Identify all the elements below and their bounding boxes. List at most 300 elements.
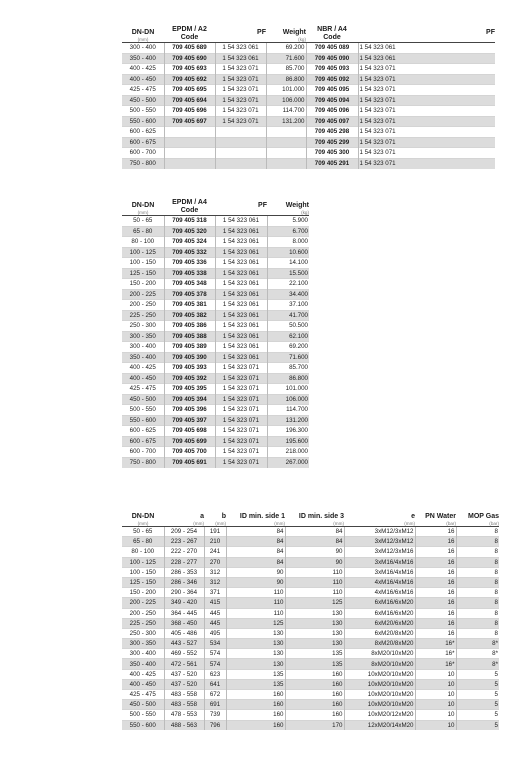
cell-id-side-3: 110: [285, 567, 344, 577]
cell-e: 10xM20/10xM20: [344, 669, 415, 679]
cell-weight: 106.000: [266, 95, 306, 106]
cell-weight: [266, 137, 306, 148]
cell-epdm-code: 709 405 697: [164, 116, 215, 127]
table-row: [122, 116, 495, 127]
cell-weight: 34.400: [267, 289, 309, 300]
cell-weight: 6.700: [267, 226, 309, 237]
table-row: [122, 394, 309, 405]
cell-pf-2: 1 54 323 071: [358, 64, 495, 75]
header-nbr-a4: NBR / A4 Code: [317, 26, 347, 41]
cell-e: 8xM20/8xM20: [344, 639, 415, 649]
cell-pn-water: 10: [415, 720, 456, 730]
cell-id-side-1: 90: [226, 567, 285, 577]
cell-mop-gas: 5: [456, 700, 499, 710]
cell-id-side-1: 110: [226, 588, 285, 598]
cell-a: 469 - 552: [164, 649, 204, 659]
cell-id-side-1: 90: [226, 577, 285, 587]
cell-pf: 1 54 323 061: [215, 247, 267, 258]
cell-pn-water: 10: [415, 690, 456, 700]
cell-id-side-3: 125: [285, 598, 344, 608]
cell-pn-water: 16*: [415, 639, 456, 649]
cell-epdm-code: 709 405 386: [164, 321, 215, 332]
table-row: [122, 373, 309, 384]
cell-b: 495: [204, 628, 226, 638]
cell-nbr-code: 709 405 094: [306, 95, 358, 106]
cell-pf: 1 54 323 061: [215, 300, 267, 311]
cell-e: 3xM12/3xM12: [344, 527, 415, 537]
table-row: [122, 598, 499, 608]
cell-epdm-code: 709 405 693: [164, 64, 215, 75]
cell-nbr-code: 709 405 092: [306, 74, 358, 85]
table1-body: [122, 43, 495, 169]
cell-id-side-1: 84: [226, 537, 285, 547]
cell-nbr-code: 709 405 089: [306, 43, 358, 54]
table-row: [122, 216, 309, 227]
table-row: [122, 137, 495, 148]
table-row: [122, 53, 495, 64]
cell-pn-water: 16: [415, 557, 456, 567]
header-a: a (mm): [193, 513, 204, 526]
cell-e: 10xM20/10xM20: [344, 690, 415, 700]
cell-dn: 225 - 250: [122, 618, 164, 628]
cell-b: 270: [204, 557, 226, 567]
cell-pn-water: 16: [415, 547, 456, 557]
cell-pf: 1 54 323 061: [215, 321, 267, 332]
cell-pf: 1 54 323 071: [215, 74, 266, 85]
cell-epdm-code: [164, 137, 215, 148]
table-row: [122, 690, 499, 700]
cell-pf-2: 1 54 323 071: [358, 137, 495, 148]
cell-weight: 86.800: [266, 74, 306, 85]
cell-epdm-code: 709 405 699: [164, 436, 215, 447]
table-row: [122, 237, 309, 248]
cell-pn-water: 16: [415, 577, 456, 587]
cell-b: 371: [204, 588, 226, 598]
header-pf: PF: [258, 202, 267, 209]
cell-pn-water: 10: [415, 669, 456, 679]
cell-e: 10xM20/12xM20: [344, 710, 415, 720]
cell-id-side-1: 110: [226, 598, 285, 608]
cell-weight: 71.600: [267, 352, 309, 363]
cell-id-side-1: 135: [226, 669, 285, 679]
cell-dn: 250 - 300: [122, 628, 164, 638]
cell-dn: 225 - 250: [122, 310, 164, 321]
cell-a: 349 - 420: [164, 598, 204, 608]
table-row: [122, 310, 309, 321]
cell-id-side-3: 160: [285, 710, 344, 720]
cell-weight: 131.200: [266, 116, 306, 127]
cell-dn: 350 - 400: [122, 352, 164, 363]
header-dn: DN-DN (mm): [131, 202, 155, 215]
cell-weight: 5.900: [267, 216, 309, 227]
table-row: [122, 447, 309, 458]
header-id-side-3: ID min. side 3 (mm): [298, 513, 344, 526]
cell-mop-gas: 5: [456, 690, 499, 700]
cell-pn-water: 16: [415, 628, 456, 638]
table-row: [122, 537, 499, 547]
cell-a: 437 - 520: [164, 679, 204, 689]
table-row: [122, 426, 309, 437]
table-row: [122, 415, 309, 426]
cell-nbr-code: 709 405 299: [306, 137, 358, 148]
table-row: [122, 352, 309, 363]
cell-nbr-code: 709 405 097: [306, 116, 358, 127]
cell-id-side-3: 130: [285, 618, 344, 628]
cell-b: 210: [204, 537, 226, 547]
cell-dn: 65 - 80: [122, 537, 164, 547]
cell-id-side-1: 84: [226, 547, 285, 557]
header-mop-gas: MOP Gas (bar): [468, 513, 499, 526]
cell-epdm-code: 709 405 381: [164, 300, 215, 311]
table-row: [122, 436, 309, 447]
cell-b: 672: [204, 690, 226, 700]
cell-dn: 550 - 600: [122, 415, 164, 426]
cell-mop-gas: 8: [456, 547, 499, 557]
cell-weight: 85.700: [267, 363, 309, 374]
table-row: [122, 95, 495, 106]
header-pf: PF: [257, 29, 266, 36]
cell-e: 10xM20/10xM20: [344, 679, 415, 689]
cell-dn: 350 - 400: [122, 659, 164, 669]
cell-id-side-3: 160: [285, 669, 344, 679]
cell-id-side-3: 110: [285, 577, 344, 587]
cell-b: 796: [204, 720, 226, 730]
cell-weight: 85.700: [266, 64, 306, 75]
table-row: [122, 577, 499, 587]
cell-weight: 62.100: [267, 331, 309, 342]
table-row: [122, 127, 495, 138]
cell-dn: 200 - 225: [122, 598, 164, 608]
cell-weight: 8.000: [267, 237, 309, 248]
cell-mop-gas: 8: [456, 567, 499, 577]
cell-id-side-3: 90: [285, 557, 344, 567]
cell-epdm-code: 709 405 694: [164, 95, 215, 106]
cell-epdm-code: 709 405 700: [164, 447, 215, 458]
cell-mop-gas: 5: [456, 710, 499, 720]
cell-dn: 425 - 475: [122, 690, 164, 700]
cell-pf: 1 54 323 071: [215, 384, 267, 395]
cell-a: 209 - 254: [164, 527, 204, 537]
table-row: [122, 106, 495, 117]
cell-id-side-3: 160: [285, 690, 344, 700]
cell-weight: 71.600: [266, 53, 306, 64]
cell-pn-water: 16*: [415, 649, 456, 659]
cell-pf: 1 54 323 061: [215, 237, 267, 248]
table-row: [122, 659, 499, 669]
cell-id-side-3: 84: [285, 527, 344, 537]
cell-nbr-code: 709 405 291: [306, 158, 358, 169]
header-pn-water: PN Water (bar): [425, 513, 456, 526]
cell-epdm-code: 709 405 396: [164, 405, 215, 416]
cell-dn: 600 - 675: [122, 436, 164, 447]
table-row: [122, 700, 499, 710]
cell-weight: [266, 148, 306, 159]
cell-pf: 1 54 323 071: [215, 436, 267, 447]
cell-pf: 1 54 323 061: [215, 258, 267, 269]
cell-mop-gas: 5: [456, 720, 499, 730]
cell-pn-water: 10: [415, 679, 456, 689]
cell-dn: 350 - 400: [122, 53, 164, 64]
cell-mop-gas: 5: [456, 679, 499, 689]
table-row: [122, 247, 309, 258]
cell-b: 445: [204, 618, 226, 628]
cell-pf: 1 54 323 061: [215, 53, 266, 64]
cell-dn: 125 - 150: [122, 577, 164, 587]
cell-epdm-code: 709 405 338: [164, 268, 215, 279]
table-row: [122, 363, 309, 374]
cell-b: 191: [204, 527, 226, 537]
cell-a: 405 - 486: [164, 628, 204, 638]
cell-dn: 400 - 425: [122, 64, 164, 75]
cell-e: 8xM20/10xM20: [344, 659, 415, 669]
cell-pf: 1 54 323 071: [215, 394, 267, 405]
cell-dn: 100 - 125: [122, 247, 164, 258]
cell-dn: 400 - 425: [122, 669, 164, 679]
cell-id-side-1: 130: [226, 659, 285, 669]
cell-mop-gas: 8: [456, 608, 499, 618]
cell-pf-2: 1 54 323 071: [358, 116, 495, 127]
cell-dn: 550 - 600: [122, 720, 164, 730]
table-row: [122, 64, 495, 75]
cell-weight: 114.700: [266, 106, 306, 117]
cell-dn: 450 - 500: [122, 700, 164, 710]
cell-dn: 425 - 475: [122, 384, 164, 395]
cell-id-side-3: 130: [285, 628, 344, 638]
cell-mop-gas: 8: [456, 598, 499, 608]
cell-epdm-code: 709 405 336: [164, 258, 215, 269]
cell-pn-water: 16: [415, 537, 456, 547]
cell-b: 641: [204, 679, 226, 689]
table-row: [122, 321, 309, 332]
cell-b: 241: [204, 547, 226, 557]
cell-a: 290 - 364: [164, 588, 204, 598]
cell-id-side-3: 160: [285, 700, 344, 710]
cell-dn: 300 - 400: [122, 342, 164, 353]
cell-b: 739: [204, 710, 226, 720]
header-epdm-a4: EPDM / A4 Code: [172, 199, 207, 214]
cell-nbr-code: 709 405 096: [306, 106, 358, 117]
cell-a: 223 - 267: [164, 537, 204, 547]
cell-pn-water: 16: [415, 608, 456, 618]
cell-b: 574: [204, 659, 226, 669]
cell-pf: 1 54 323 061: [215, 352, 267, 363]
cell-id-side-3: 160: [285, 679, 344, 689]
cell-epdm-code: 709 405 696: [164, 106, 215, 117]
cell-weight: 195.600: [267, 436, 309, 447]
cell-e: 4xM16/6xM16: [344, 588, 415, 598]
cell-mop-gas: 8: [456, 577, 499, 587]
cell-pf: 1 54 323 071: [215, 426, 267, 437]
cell-mop-gas: 8: [456, 628, 499, 638]
table-row: [122, 158, 495, 169]
table-row: [122, 720, 499, 730]
cell-pf: 1 54 323 071: [215, 85, 266, 96]
cell-a: 483 - 558: [164, 690, 204, 700]
cell-pf: 1 54 323 061: [215, 268, 267, 279]
table-row: [122, 74, 495, 85]
cell-pf: 1 54 323 061: [215, 331, 267, 342]
cell-weight: 131.200: [267, 415, 309, 426]
cell-pf: [215, 137, 266, 148]
table-row: [122, 342, 309, 353]
cell-weight: 22.100: [267, 279, 309, 290]
cell-dn: 750 - 800: [122, 158, 164, 169]
cell-dn: 400 - 450: [122, 373, 164, 384]
cell-weight: 69.200: [267, 342, 309, 353]
table-row: [122, 43, 495, 54]
cell-b: 415: [204, 598, 226, 608]
table-row: [122, 588, 499, 598]
cell-a: 478 - 553: [164, 710, 204, 720]
cell-pn-water: 16: [415, 588, 456, 598]
table-row: [122, 567, 499, 577]
cell-dn: 65 - 80: [122, 226, 164, 237]
cell-weight: [266, 127, 306, 138]
cell-id-side-1: 130: [226, 628, 285, 638]
cell-e: 6xM16/6xM20: [344, 608, 415, 618]
cell-dn: 100 - 150: [122, 567, 164, 577]
cell-a: 443 - 527: [164, 639, 204, 649]
cell-dn: 500 - 550: [122, 106, 164, 117]
table-row: [122, 148, 495, 159]
header-dn: DN-DN (mm): [131, 29, 155, 42]
cell-epdm-code: 709 405 388: [164, 331, 215, 342]
cell-epdm-code: 709 405 324: [164, 237, 215, 248]
cell-e: 4xM16/4xM16: [344, 577, 415, 587]
header-pf-2: PF: [486, 29, 495, 36]
cell-pn-water: 10: [415, 710, 456, 720]
table-row: [122, 547, 499, 557]
header-dn: DN-DN (mm): [131, 513, 155, 526]
cell-mop-gas: 8: [456, 618, 499, 628]
cell-pf-2: 1 54 323 071: [358, 127, 495, 138]
cell-e: 10xM20/10xM20: [344, 700, 415, 710]
cell-weight: [266, 158, 306, 169]
cell-dn: 200 - 250: [122, 300, 164, 311]
cell-mop-gas: 8: [456, 537, 499, 547]
cell-id-side-3: 90: [285, 547, 344, 557]
cell-pf-2: 1 54 323 071: [358, 148, 495, 159]
table-row: [122, 226, 309, 237]
cell-epdm-code: 709 405 393: [164, 363, 215, 374]
cell-mop-gas: 8: [456, 557, 499, 567]
cell-pf-2: 1 54 323 071: [358, 95, 495, 106]
cell-a: 364 - 445: [164, 608, 204, 618]
cell-dn: 80 - 100: [122, 547, 164, 557]
table-row: [122, 289, 309, 300]
cell-e: 8xM20/10xM20: [344, 649, 415, 659]
cell-dn: 400 - 450: [122, 74, 164, 85]
cell-pf: 1 54 323 061: [215, 342, 267, 353]
cell-weight: 41.700: [267, 310, 309, 321]
table-row: [122, 331, 309, 342]
cell-id-side-3: 135: [285, 649, 344, 659]
cell-weight: 106.000: [267, 394, 309, 405]
cell-pf: 1 54 323 071: [215, 457, 267, 468]
cell-id-side-1: 160: [226, 690, 285, 700]
table-row: [122, 457, 309, 468]
cell-dn: 50 - 65: [122, 527, 164, 537]
cell-dn: 125 - 150: [122, 268, 164, 279]
cell-id-side-3: 130: [285, 608, 344, 618]
table-row: [122, 527, 499, 537]
table-row: [122, 649, 499, 659]
cell-b: 623: [204, 669, 226, 679]
cell-epdm-code: 709 405 690: [164, 53, 215, 64]
cell-pf: [215, 148, 266, 159]
header-b: b (mm): [215, 513, 226, 526]
cell-pf: 1 54 323 061: [215, 310, 267, 321]
table-row: [122, 669, 499, 679]
header-e: e (mm): [404, 513, 415, 526]
cell-mop-gas: 8*: [456, 659, 499, 669]
cell-pn-water: 10: [415, 700, 456, 710]
cell-mop-gas: 8*: [456, 649, 499, 659]
cell-id-side-3: 135: [285, 659, 344, 669]
cell-pf: 1 54 323 061: [215, 43, 266, 54]
cell-mop-gas: 8: [456, 588, 499, 598]
cell-epdm-code: [164, 127, 215, 138]
cell-pf: 1 54 323 071: [215, 447, 267, 458]
cell-epdm-code: 709 405 397: [164, 415, 215, 426]
cell-weight: 69.200: [266, 43, 306, 54]
cell-weight: 114.700: [267, 405, 309, 416]
cell-pf-2: 1 54 323 071: [358, 158, 495, 169]
cell-pf: 1 54 323 071: [215, 405, 267, 416]
cell-weight: 196.300: [267, 426, 309, 437]
table-row: [122, 639, 499, 649]
cell-id-side-1: 84: [226, 527, 285, 537]
cell-dn: 150 - 200: [122, 279, 164, 290]
cell-dn: 500 - 550: [122, 710, 164, 720]
cell-dn: 100 - 125: [122, 557, 164, 567]
cell-dn: 300 - 350: [122, 331, 164, 342]
cell-id-side-1: 125: [226, 618, 285, 628]
table-row: [122, 710, 499, 720]
cell-pf: 1 54 323 071: [215, 106, 266, 117]
cell-id-side-3: 84: [285, 537, 344, 547]
header-id-side-1: ID min. side 1 (mm): [239, 513, 285, 526]
cell-epdm-code: 709 405 691: [164, 457, 215, 468]
cell-epdm-code: 709 405 332: [164, 247, 215, 258]
header-epdm-a2: EPDM / A2 Code: [172, 26, 207, 41]
cell-mop-gas: 8*: [456, 639, 499, 649]
cell-e: 3xM16/4xM16: [344, 567, 415, 577]
cell-epdm-code: 709 405 378: [164, 289, 215, 300]
cell-pf: [215, 127, 266, 138]
cell-pf: 1 54 323 061: [215, 279, 267, 290]
cell-weight: 101.000: [267, 384, 309, 395]
cell-dn: 500 - 550: [122, 405, 164, 416]
cell-b: 445: [204, 608, 226, 618]
cell-a: 228 - 277: [164, 557, 204, 567]
cell-a: 488 - 563: [164, 720, 204, 730]
header-weight: Weight (kg): [285, 202, 309, 215]
cell-dn: 250 - 300: [122, 321, 164, 332]
table-row: [122, 557, 499, 567]
cell-a: 368 - 450: [164, 618, 204, 628]
cell-dn: 300 - 400: [122, 649, 164, 659]
cell-weight: 50.500: [267, 321, 309, 332]
cell-dn: 425 - 475: [122, 85, 164, 96]
cell-weight: 86.800: [267, 373, 309, 384]
cell-id-side-1: 130: [226, 639, 285, 649]
table-row: [122, 679, 499, 689]
table-dimensions: [122, 513, 499, 730]
cell-epdm-code: 709 405 390: [164, 352, 215, 363]
cell-id-side-1: 84: [226, 557, 285, 567]
cell-pn-water: 16: [415, 598, 456, 608]
